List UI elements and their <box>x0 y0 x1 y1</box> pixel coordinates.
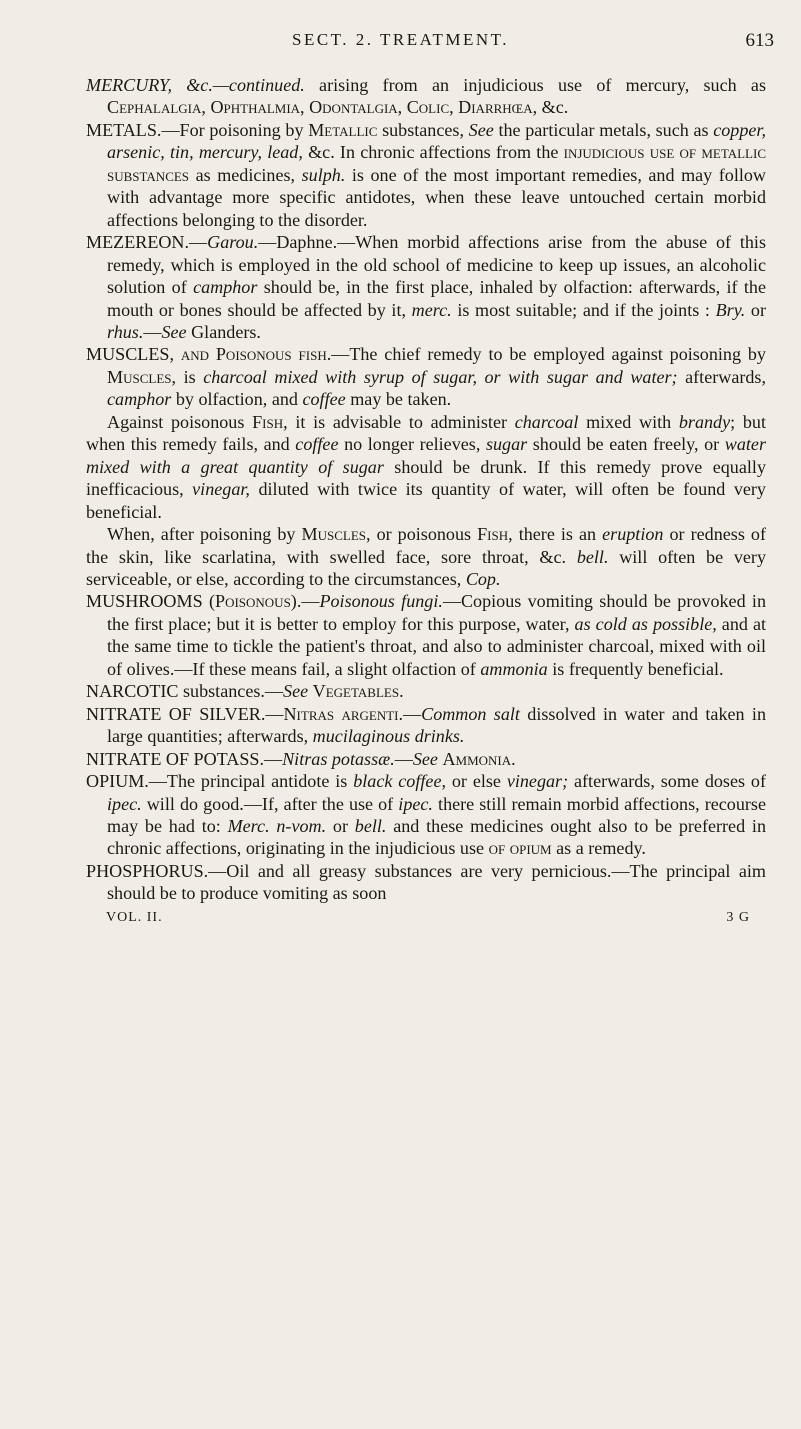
entry-text-run: arising from an injudicious use of mercury, such as <box>304 75 767 95</box>
entry-text-run: by olfaction, and <box>171 389 303 410</box>
entry-text-run: Merc. n-vom. <box>227 815 327 836</box>
entry-text-run: camphor <box>193 277 258 298</box>
entry-text-run: PHOSPHORUS.—Oil and all greasy substances are very pernicious.—The principal aim should be to produce vomiting as soon <box>86 860 766 904</box>
entry-text-run: is one of the most important remedies, and may follow with advantage more specific antidotes, when these leave untouched certain morbid affections belonging to the disorder. <box>107 164 766 230</box>
entry-text-run: eruption <box>602 524 664 545</box>
entry-text-run: and at the same time to tickle the patient's throat, and also to administer charcoal, mixed with oil of olives.—If these means fail, a slight olfaction of <box>107 613 767 679</box>
entry-text-run: NITRATE OF POTASS.— <box>86 748 283 769</box>
entry-text-run: Vegetables <box>312 681 400 702</box>
entry-text-run: —Daphne.—When morbid affections arise from the abuse of this remedy, which is employed in the old school of medicine to keep up issues, an alcoholic solution of <box>107 232 766 298</box>
entry-text-run: Muscles <box>301 524 366 545</box>
entry-text-run: Nitras potassæ. <box>282 748 395 769</box>
entry-text-run: dissolved in water and taken in large quantities; afterwards, <box>107 703 766 747</box>
entry-text-run: diluted with twice its quantity of water, will often be found very beneficial. <box>86 479 766 522</box>
entry-text-run: is most suitable; and if the joints : <box>451 299 716 320</box>
entry-opium <box>86 770 766 860</box>
signature-mark: 3 G <box>726 909 750 925</box>
entry-text-run: should be, in the first place, inhaled by olfaction: afterwards, if the mouth or bones should be affected by it, <box>107 277 766 320</box>
entry-text-run: . <box>399 681 404 702</box>
entry-text-run: , is <box>171 366 204 387</box>
entry-text-run: Glanders. <box>186 321 261 342</box>
entry-text-run: vinegar, <box>192 479 250 500</box>
entry-text-run: . <box>511 748 516 769</box>
page-body <box>86 74 766 927</box>
entry-text-run: merc. <box>411 299 452 320</box>
entry-text-run: See <box>161 321 187 342</box>
entry-text-run: MUSCLES, <box>86 344 181 365</box>
entry-text-run: coffee <box>302 389 346 410</box>
entry-eruption <box>86 523 766 590</box>
entry-text-run: Fish <box>477 524 509 545</box>
entry-text-run: Muscles <box>107 366 172 387</box>
entry-text-run: or redness of the skin, like scarlatina, with swelled face, sore throat, &c. <box>86 524 766 567</box>
entry-phosphorus <box>86 860 766 905</box>
entry-text-run: and these medicines ought also to be preferred in chronic affections, originating in the injudicious use <box>107 815 766 859</box>
entry-text-run: ipec. <box>398 793 433 814</box>
entry-text-run: Fish <box>252 411 284 432</box>
entry-text-run: ammonia <box>480 658 548 679</box>
entry-text-run: , or poisonous <box>366 524 478 545</box>
entry-mushrooms <box>86 590 766 680</box>
entry-text-run: NITRATE OF SILVER.— <box>86 703 284 724</box>
entry-text-run: NARCOTIC substances.— <box>86 681 284 702</box>
entry-text-run: See <box>412 748 438 769</box>
entry-mezereon <box>86 231 766 343</box>
entry-text-run: bell. <box>354 815 387 836</box>
entry-text-run: is frequently beneficial. <box>547 658 724 679</box>
entry-text-run: no longer relieves, <box>338 434 486 455</box>
entry-text-run: coffee <box>295 434 339 455</box>
entry-text-run: as medicines, <box>189 164 302 185</box>
entry-text-run: Cephalalgia, Ophthalmia, Odontalgia, Colic, Diarrhœa <box>107 97 533 118</box>
entry-text-run: will often be very serviceable, or else, according to the circumstances, <box>86 546 767 589</box>
entry-text-run: .—The chief remedy to be employed against poisoning by <box>326 344 766 365</box>
entry-text-run: or else <box>446 771 507 792</box>
entry-text-run: sugar <box>485 434 528 455</box>
entry-text-run: or <box>745 299 766 320</box>
entry-text-run: Bry. <box>715 299 746 320</box>
entry-text-run: When, after poisoning by <box>107 524 302 545</box>
entry-text-run: of opium <box>488 838 552 859</box>
entry-metals <box>86 119 766 231</box>
entry-muscles <box>86 343 766 410</box>
entry-text-run: or <box>326 815 355 836</box>
entry-text-run: as a remedy. <box>551 838 646 859</box>
entry-text-run: ).— <box>290 591 320 612</box>
entry-mercury-cont <box>86 74 766 119</box>
entry-text-run: See <box>468 119 494 140</box>
entry-text-run: Common salt <box>421 703 520 724</box>
volume-mark: VOL. II. <box>106 909 163 925</box>
entry-text-run: rhus. <box>107 321 144 342</box>
entry-text-run: water mixed with a great quantity of sugar <box>86 434 766 477</box>
entry-text-run: —Copious vomiting should be provoked in the first place; but it is better to employ for this purpose, water, <box>107 591 767 634</box>
entry-text-run: , there is an <box>508 524 603 545</box>
entry-text-run: METALS.—For poisoning by <box>86 119 309 140</box>
entry-text-run: Nitras argenti <box>283 703 399 724</box>
entry-nitrate-potass <box>86 748 766 770</box>
entry-text-run: Against poisonous <box>107 411 253 432</box>
entry-text-run: injudicious use of metallic substances <box>107 142 766 185</box>
entry-text-run: afterwards, <box>677 366 766 387</box>
entry-text-run: ; but when this remedy fails, and <box>86 411 766 455</box>
entry-text-run: mucilaginous drinks. <box>312 726 465 747</box>
entry-text-run: should be drunk. If this remedy prove equally inefficacious, <box>86 456 766 500</box>
entry-text-run: the particular metals, such as <box>493 119 714 140</box>
entry-text-run: afterwards, some doses of <box>568 771 766 792</box>
entry-text-run: Garou. <box>207 232 259 253</box>
entry-nitrate-silver <box>86 703 766 748</box>
entry-text-run: substances, <box>377 119 469 140</box>
entry-text-run: black coffee, <box>353 771 446 792</box>
entry-text-run: .— <box>398 703 422 724</box>
entry-text-run: brandy <box>678 411 731 432</box>
running-head: SECT. 2. TREATMENT. <box>291 30 510 49</box>
entry-text-run: will do good.—If, after the use of <box>141 793 399 814</box>
entry-text-run: See <box>283 681 309 702</box>
entry-text-run: charcoal mixed with syrup of sugar, or with sugar and water; <box>203 366 678 387</box>
entry-text-run: copper, arsenic, tin, mercury, lead, <box>107 119 766 163</box>
entry-text-run: should be eaten freely, or <box>527 434 725 455</box>
entry-text-run: there still remain morbid affections, recourse may be had to: <box>107 793 767 836</box>
entry-text-run: MUSHROOMS ( <box>86 591 215 612</box>
entry-text-run: may be taken. <box>345 389 452 410</box>
entry-text-run: — <box>143 321 162 342</box>
entry-text-run: charcoal <box>514 411 579 432</box>
entry-text-run: vinegar; <box>506 771 569 792</box>
entry-text-run: MERCURY, &c.—continued. <box>86 75 305 95</box>
entry-text-run: , &c. <box>532 97 569 118</box>
entry-text-run: sulph. <box>301 164 346 185</box>
entry-text-run: mixed with <box>578 411 679 432</box>
page-number: 613 <box>745 30 774 51</box>
entry-narcotic <box>86 680 766 702</box>
entry-text-run: camphor <box>107 389 172 410</box>
entry-text-run: Cop. <box>465 568 501 589</box>
entry-text-run: MEZEREON.— <box>86 232 208 253</box>
entry-text-run: Metallic <box>308 119 378 140</box>
entry-fish <box>86 411 766 523</box>
entry-text-run: Poisonous fungi. <box>319 591 443 612</box>
page-footer <box>86 905 766 927</box>
entry-text-run: Poisonous <box>215 591 291 612</box>
entry-text-run: — <box>394 748 413 769</box>
entry-text-run: and Poisonous fish <box>180 344 327 365</box>
entry-text-run: &c. In chronic affections from the <box>302 142 564 163</box>
entry-text-run: , it is advisable to administer <box>283 411 515 432</box>
entry-text-run: as cold as possible, <box>574 613 717 634</box>
entry-text-run: Ammonia <box>442 748 512 769</box>
entry-text-run: OPIUM.—The principal antidote is <box>86 771 354 792</box>
entry-text-run: bell. <box>576 546 609 567</box>
entry-text-run: ipec. <box>107 793 142 814</box>
